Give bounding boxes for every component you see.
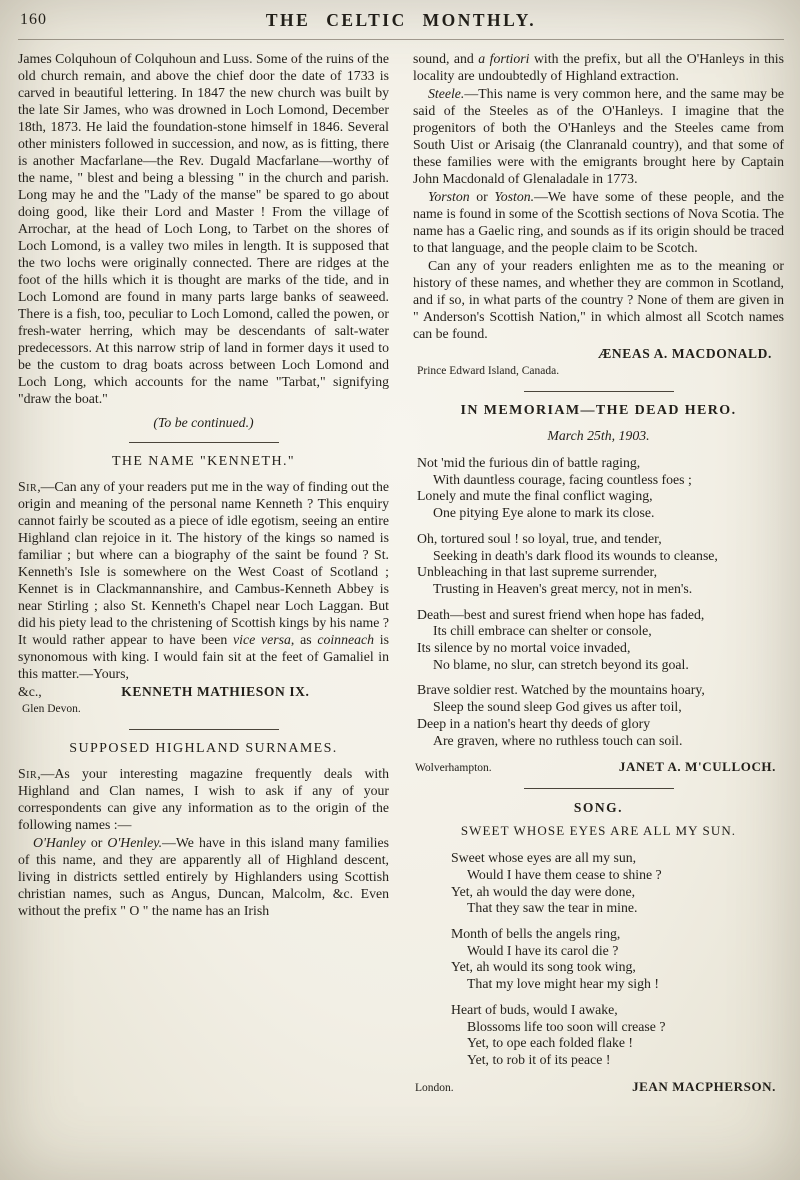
memoriam-date: March 25th, 1903. xyxy=(547,428,650,443)
salutation: Sir xyxy=(18,766,38,781)
letter-text: —This name is very common here, and the same may be said of the Steeles as of the O'Hanleys. I imagine that the progenitors of both the O'Hanleys and the Steeles came from South Uist or Arisaig (the Clanranald country), and that some of these families were with the emigrants brought here by Captain John Macdonald of Glenaladale in 1773. xyxy=(413,86,784,186)
section-divider xyxy=(524,391,674,392)
poem-line: Heart of buds, would I awake, xyxy=(451,1001,618,1017)
song-attribution xyxy=(415,1078,776,1097)
surname-italic: Yorston xyxy=(428,189,470,204)
header-rule xyxy=(18,39,784,40)
song-author: JEAN MACPHERSON. xyxy=(632,1078,776,1094)
memoriam-heading: IN MEMORIAM—THE DEAD HERO. xyxy=(460,403,737,418)
letter-text: —We have some of these people, and the name is found in some of the Scottish sections of Nova Scotia. The name has a Gaelic ring, and sounds as if its origin should be traced to that language, and the people claim to be Scotch. xyxy=(413,189,784,255)
poem-line: Its silence by no mortal voice invaded, xyxy=(417,640,631,656)
memoriam-attribution xyxy=(415,758,776,777)
poem-line: Sweet whose eyes are all my sun, xyxy=(451,850,637,866)
poem-line: Its chill embrace can shelter or console, xyxy=(433,623,652,639)
poem-line: Month of bells the angels ring, xyxy=(451,926,621,942)
surnames-heading: SUPPOSED HIGHLAND SURNAMES. xyxy=(69,741,338,756)
salutation: Sir xyxy=(18,479,38,494)
poem-line: That they saw the tear in mine. xyxy=(467,900,638,916)
poem-line: Yet, ah would the day were done, xyxy=(451,883,636,899)
memoriam-stanza xyxy=(417,531,784,598)
poem-line: Oh, tortured soul ! so loyal, true, and tender, xyxy=(417,530,662,546)
to-be-continued: (To be continued.) xyxy=(153,415,254,430)
poem-line: No blame, no slur, can stretch beyond its goal. xyxy=(433,656,689,672)
song-poem xyxy=(451,850,784,1068)
section-divider xyxy=(129,442,279,443)
surname-italic: Yoston. xyxy=(494,189,535,204)
closing-paragraph: Can any of your readers enlighten me as to the meaning or history of these names, and whether they are common in Scotland, and if so, in what parts of the country ? None of them are given in " Anderson's Scottish Nation," in which almost all Scotch names can be found. xyxy=(413,258,784,341)
ohanley-paragraph xyxy=(18,834,389,919)
poem-line: Blossoms life too soon will crease ? xyxy=(467,1018,666,1034)
memoriam-stanza xyxy=(417,607,784,674)
steele-paragraph xyxy=(413,85,784,187)
letter-text: or xyxy=(85,835,108,850)
kenneth-signature-row xyxy=(18,683,389,700)
letter-text: with the prefix, but all the O'Hanleys in this locality are undoubtedly of Highland extraction. xyxy=(413,51,785,83)
song-subtitle: SWEET WHOSE EYES ARE ALL MY SUN. xyxy=(460,823,737,839)
letter-text: ,—As your interesting magazine frequently deals with Highland and Clan names, I wish to ask if any of your correspondents can give any information as to the origin of the following names :— xyxy=(18,766,389,832)
song-stanza xyxy=(451,850,784,917)
poem-line: That my love might hear my sigh ! xyxy=(467,976,659,992)
letter-text: is synonomous with king. I would fain sit at the feet of Gamaliel in this matter.—Yours, xyxy=(18,632,389,681)
kenneth-place: Glen Devon. xyxy=(22,703,81,715)
memoriam-place: Wolverhampton. xyxy=(415,762,492,775)
two-column-layout xyxy=(18,50,784,1097)
letter-text: or xyxy=(469,189,495,204)
poem-line: Not 'mid the furious din of battle raging, xyxy=(417,455,641,470)
etc-abbrev: &c., xyxy=(18,684,42,699)
poem-line: Yet, to ope each folded flake ! xyxy=(467,1035,634,1051)
macdonald-place: Prince Edward Island, Canada. xyxy=(417,365,560,377)
letter-text: —We have in this island many families of this name, and they are apparently all of Highland descent, living in districts settled entirely by Highlanders using Scottish christian names, such as Angus, Duncan, Malcolm, &c. Even without the prefix " O " the name has an Irish xyxy=(18,835,389,918)
poem-line: One pitying Eye alone to mark its close. xyxy=(433,505,655,521)
song-place: London. xyxy=(415,1081,454,1094)
latin-phrase: a fortiori xyxy=(478,51,530,66)
letter-text: , as xyxy=(290,632,318,647)
right-column xyxy=(413,50,784,1097)
memoriam-poem xyxy=(417,455,784,749)
surname-italic: O'Henley. xyxy=(107,835,163,850)
page-title: THE CELTIC MONTHLY. xyxy=(265,10,537,30)
page-header xyxy=(18,10,784,36)
latin-phrase: vice versa xyxy=(233,632,291,647)
poem-line: Yet, to rob it of its peace ! xyxy=(467,1051,611,1067)
section-divider xyxy=(129,729,279,730)
kenneth-signature: KENNETH MATHIESON IX. xyxy=(121,684,310,699)
yorston-paragraph xyxy=(413,188,784,256)
kenneth-heading: THE NAME "KENNETH." xyxy=(111,454,296,469)
poem-line: Death—best and surest friend when hope has faded, xyxy=(417,606,705,622)
page-number: 160 xyxy=(20,11,47,28)
poem-line: Sleep the sound sleep God gives us after toil, xyxy=(433,699,682,715)
surnames-intro xyxy=(18,765,389,833)
left-column xyxy=(18,50,389,1097)
song-stanza xyxy=(451,1002,784,1069)
kenneth-letter xyxy=(18,478,389,682)
surname-italic: O'Hanley xyxy=(33,835,86,850)
poem-line: Brave soldier rest. Watched by the mountains hoary, xyxy=(417,682,705,698)
memoriam-stanza xyxy=(417,682,784,749)
poem-line: Would I have its carol die ? xyxy=(467,942,619,958)
poem-line: Seeking in death's dark flood its wounds to cleanse, xyxy=(433,547,718,563)
poem-line: Trusting in Heaven's great mercy, not in men's. xyxy=(433,580,693,596)
song-heading: SONG. xyxy=(573,800,624,816)
letter-text: ,—Can any of your readers put me in the way of finding out the origin and meaning of the personal name Kenneth ? This enquiry cannot fairly be scouted as a piece of idle egotism, seeing an entire Highland clan rejoice in it. The history of the kings so named is familiar ; but where can a biography of the saint be found ? St. Kenneth's Isle is somewhere on the West Coast of Scotland ; Kennet is in Clackmannanshire, and Cambus-Kenneth Abbey is near Stirling ; also St. Kenneth's Chapel near Loch Laggan. But did his piety lead to the christening of Scottish kings by his name ? It would rather appear to have been xyxy=(18,479,389,647)
poem-line: Yet, ah would its song took wing, xyxy=(451,959,636,975)
poem-line: Unbleaching in that last supreme surrender, xyxy=(417,564,658,580)
gaelic-word: coinneach xyxy=(317,632,375,647)
surnames-continuation xyxy=(413,50,784,84)
poem-line: With dauntless courage, facing countless foes ; xyxy=(433,471,692,487)
memoriam-stanza xyxy=(417,455,784,522)
poem-line: Lonely and mute the final conflict waging, xyxy=(417,488,653,504)
article-text: James Colquhoun of Colquhoun and Luss. Some of the ruins of the old church remain, and above the chief door the date of 1733 is carved in beautiful lettering. In 1847 the new church was built by the late Sir James, who was drowned in Loch Lomond, December 18th, 1873. He laid the foundation-stone himself in 1846. Several other ministers followed in succession, and now, as is fitting, there is another Macfarlane—the Rev. Dugald Macfarlane—worthy of the name, " blest and being a blessing " in the church and parish. Long may he and the "Lady of the manse" be spared to go about doing good, like their Lord and Master ! From the village of Arrochar, at the head of Loch Long, to Tarbet on the shores of Loch Lomond, is a valley two miles in length. It is supposed that the two lochs were originally connected. There are ridges at the foot of the hills which it is thought are marks of the tide, and in Loch Lomond are found in many parts large banks of seaweed. There is a fish, too, peculiar to Loch Lomond, called the powen, or fresh-water herring, which may be descendants of salt-water predecessors. At this narrow strip of land in former days it used to be the custom to drag boats across between Loch Lomond and Loch Long, which accounts for the name "Tarbat," signifying "draw the boat." xyxy=(18,51,389,406)
poem-line: Are graven, where no ruthless touch can soil. xyxy=(433,732,683,748)
section-divider xyxy=(524,788,674,789)
song-stanza xyxy=(451,926,784,993)
surname-italic: Steele. xyxy=(428,86,465,101)
poem-line: Would I have them cease to shine ? xyxy=(467,866,662,882)
memoriam-author: JANET A. M'CULLOCH. xyxy=(618,759,776,775)
macdonald-signature: ÆNEAS A. MACDONALD. xyxy=(597,346,772,361)
article-continuation-text xyxy=(18,50,389,407)
letter-text: sound, and xyxy=(413,51,479,66)
poem-line: Deep in a nation's heart thy deeds of glory xyxy=(417,715,651,731)
